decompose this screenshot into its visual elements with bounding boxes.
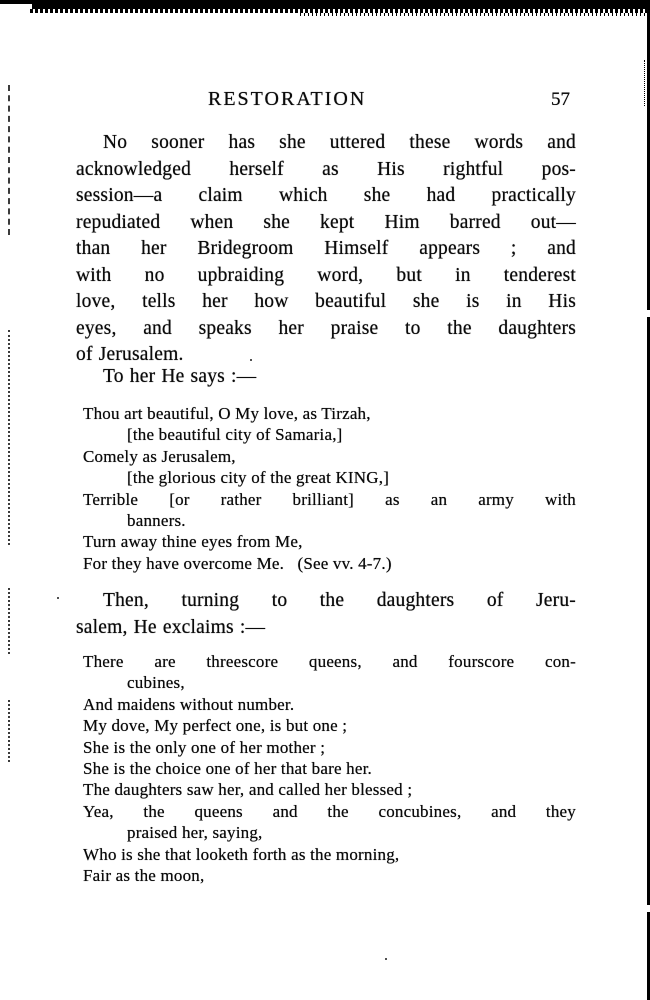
verse-line: She is the only one of her mother ; — [83, 737, 326, 757]
running-header — [76, 88, 576, 112]
scan-artifact-top-notch — [0, 4, 32, 10]
verse-line: For they have overcome Me. (See vv. 4-7.) — [83, 553, 392, 573]
verse-line: cubines, — [127, 673, 185, 693]
page-number: 57 — [551, 89, 570, 110]
verse-line: Who is she that looketh forth as the morning, — [83, 844, 400, 864]
verse-line: Comely as Jerusalem, — [83, 446, 236, 466]
prose-line: repudiated when she kept Him barred out— — [76, 211, 576, 233]
scan-artifact-left-gutter — [8, 700, 10, 762]
scan-artifact-left-gutter — [8, 588, 10, 654]
verse-line: And maidens without number. — [83, 694, 295, 714]
verse-line: She is the choice one of her that bare her. — [83, 759, 372, 779]
scan-speck — [385, 958, 387, 960]
verse-line: The daughters saw her, and called her blessed ; — [83, 780, 413, 800]
prose-line: with no upbraiding word, but in tenderest — [76, 264, 576, 286]
paragraph — [76, 588, 576, 641]
verse-quotation — [83, 403, 576, 574]
prose-line: of Jerusalem. — [76, 344, 184, 365]
prose-line: To her He says :— — [103, 366, 257, 387]
prose-line: acknowledged herself as His rightful pos- — [76, 158, 576, 180]
verse-line: praised her, saying, — [127, 823, 263, 843]
scan-artifact-top-dither-sparse — [300, 13, 650, 16]
verse-line: Thou art beautiful, O My love, as Tirzah, — [83, 404, 371, 423]
verse-line: Terrible [or rather brilliant] as an army with — [83, 489, 576, 509]
prose-line: than her Bridegroom Himself appears ; and — [76, 238, 576, 259]
verse-line: [the glorious city of the great KING,] — [127, 468, 390, 488]
scan-artifact-top-band — [0, 0, 650, 9]
scan-speck — [57, 597, 59, 599]
verse-line: My dove, My perfect one, is but one ; — [83, 716, 348, 736]
prose-line: eyes, and speaks her praise to the daughters — [76, 317, 576, 339]
paragraph — [76, 364, 576, 391]
verse-quotation — [83, 651, 576, 886]
prose-line: Then, turning to the daughters of Jeru- — [103, 590, 576, 611]
verse-line: banners. — [127, 511, 186, 531]
chapter-title: RESTORATION — [208, 88, 367, 110]
prose-line: session—a claim which she had practically — [76, 185, 576, 206]
prose-line: salem, He exclaims :— — [76, 616, 266, 638]
verse-line: Fair as the moon, — [83, 866, 205, 886]
prose-line: love, tells her how beautiful she is in His — [76, 291, 576, 312]
scan-artifact-left-gutter — [8, 330, 10, 545]
paragraph — [76, 130, 576, 369]
verse-line: Turn away thine eyes from Me, — [83, 532, 303, 552]
verse-line: There are threescore queens, and fourscore con- — [83, 652, 576, 671]
verse-line: [the beautiful city of Samaria,] — [127, 425, 343, 445]
prose-line: No sooner has she uttered these words and — [103, 132, 576, 153]
verse-line: Yea, the queens and the concubines, and they — [83, 801, 576, 821]
scan-artifact-dot-column — [644, 60, 645, 106]
scan-artifact-left-gutter — [8, 85, 10, 235]
